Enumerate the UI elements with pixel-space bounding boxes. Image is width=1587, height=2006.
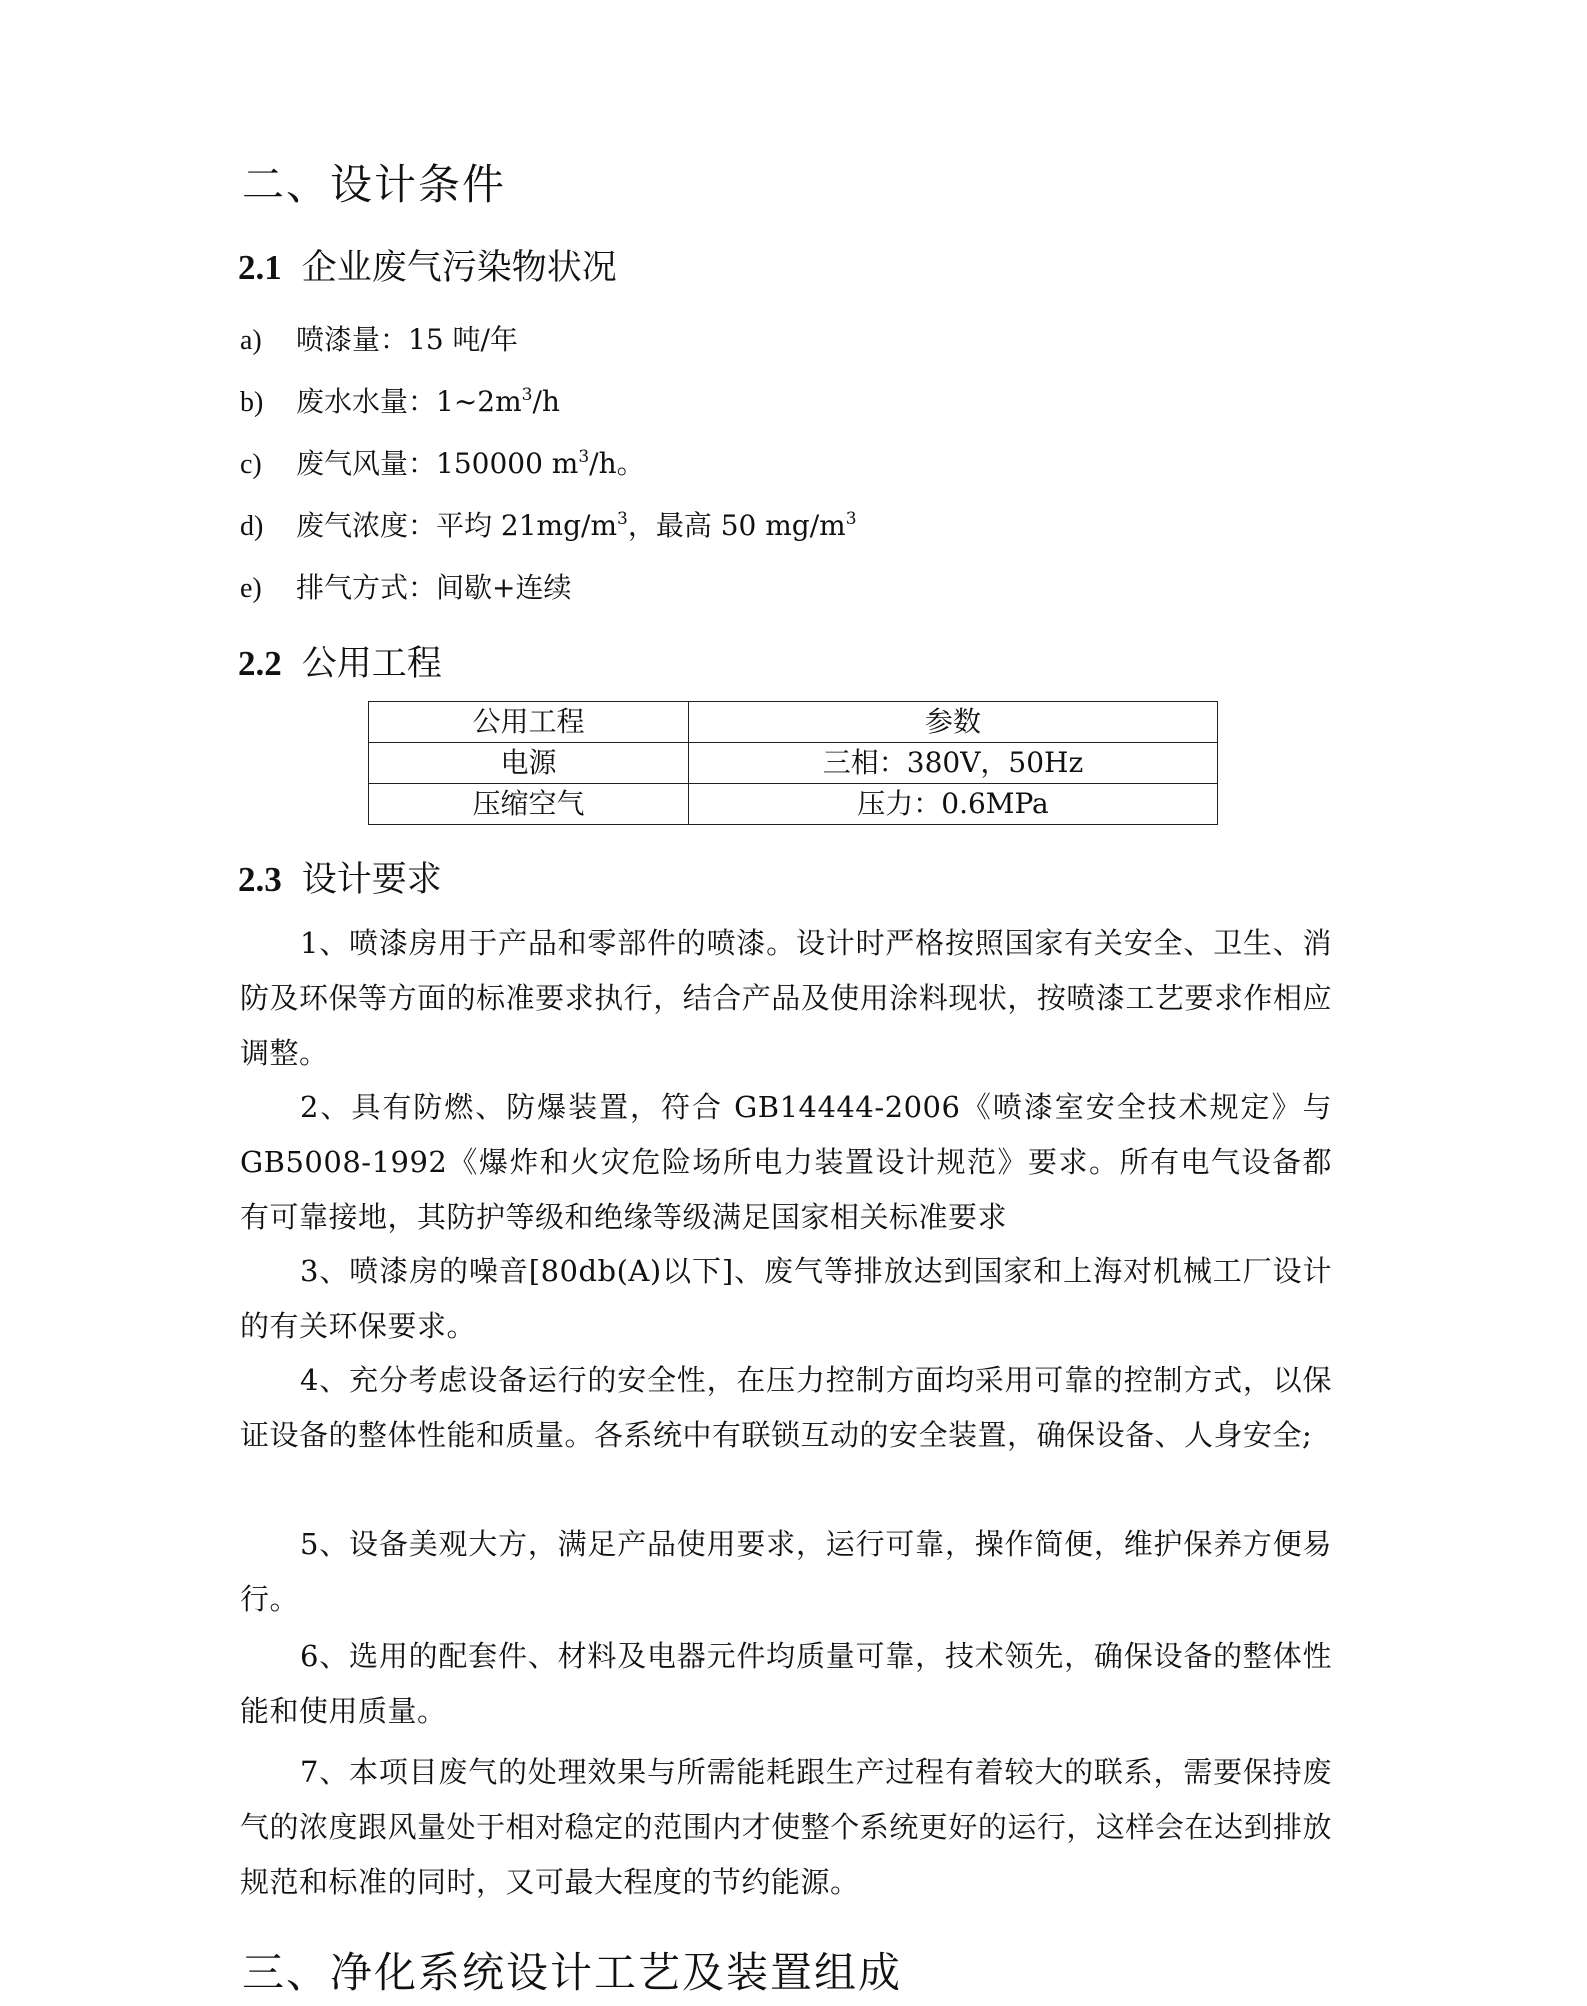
requirement-paragraph: 2、具有防燃、防爆装置，符合 GB14444-2006《喷漆室安全技术规定》与 GB5008-1992《爆炸和火灾危险场所电力装置设计规范》要求。所有电气设备都有可靠接地，其防护等级和绝缘等级满足国家相关标准要求 [240,1090,1332,1234]
requirement-paragraph: 4、充分考虑设备运行的安全性，在压力控制方面均采用可靠的控制方式，以保证设备的整体性能和质量。各系统中有联锁互动的安全装置，确保设备、人身安全; [240,1363,1332,1452]
list-item-letter: d) [240,511,264,542]
requirement-paragraph: 1、喷漆房用于产品和零部件的喷漆。设计时严格按照国家有关安全、卫生、消防及环保等方面的标准要求执行，结合产品及使用涂料现状，按喷漆工艺要求作相应调整。 [240,926,1332,1070]
subsection-title: 企业废气污染物状况 [301,248,617,288]
subsection-number: 2.2 [238,644,282,683]
subsection-number: 2.3 [238,860,282,899]
subsection-2-3-heading [238,852,442,902]
subsection-title: 设计要求 [301,860,442,900]
table-header-row [369,702,1218,743]
list-item-letter: a) [240,325,262,356]
requirement-paragraph: 5、设备美观大方，满足产品使用要求，运行可靠，操作简便，维护保养方便易行。 [240,1527,1332,1616]
list-item-letter: e) [240,573,262,604]
list-item [240,442,645,482]
table-header-cell: 参数 [689,702,1218,743]
list-item-letter: c) [240,449,262,480]
list-item-text: 废气风量：150000 m [296,447,579,480]
list-item-text: /h [532,385,560,418]
section-3-heading: 三、净化系统设计工艺及装置组成 [242,1948,903,1997]
subsection-2-1-heading [238,240,617,290]
table-cell: 压力：0.6MPa [689,784,1218,825]
superscript: 3 [617,509,628,529]
list-item-letter: b) [240,387,264,418]
list-item [240,504,857,544]
section-2-heading: 二、设计条件 [242,160,507,209]
list-item-text: 废水水量：1~2m [296,385,522,418]
list-item [240,566,571,606]
table-row [369,743,1218,784]
superscript: 3 [521,385,533,405]
requirement-paragraph: 7、本项目废气的处理效果与所需能耗跟生产过程有着较大的联系，需要保持废气的浓度跟风量处于相对稳定的范围内才使整个系统更好的运行，这样会在达到排放规范和标准的同时，又可最大程度的节约能源。 [240,1755,1332,1899]
superscript: 3 [845,509,857,529]
utilities-table [368,701,1218,825]
table-row [369,784,1218,825]
list-item-text: 喷漆量：15 吨/年 [296,323,518,356]
table-cell: 压缩空气 [369,784,689,825]
subsection-number: 2.1 [238,248,282,287]
subsection-title: 公用工程 [301,644,442,684]
table-header-cell: 公用工程 [369,702,689,743]
list-item-text: 排气方式：间歇+连续 [296,571,572,604]
table-cell: 三相：380V，50Hz [689,743,1218,784]
table-cell: 电源 [369,743,689,784]
superscript: 3 [578,447,590,467]
list-item [240,380,560,420]
list-item-text: /h。 [589,447,645,480]
list-item-text: 废气浓度：平均 21mg/m [296,509,617,542]
subsection-2-2-heading [238,636,442,686]
list-item-text: ，最高 50 mg/m [627,509,846,542]
requirement-paragraph: 3、喷漆房的噪音[80db(A)以下]、废气等排放达到国家和上海对机械工厂设计的有关环保要求。 [240,1254,1332,1343]
requirement-paragraph: 6、选用的配套件、材料及电器元件均质量可靠，技术领先，确保设备的整体性能和使用质量。 [240,1639,1332,1728]
list-item [240,318,518,358]
